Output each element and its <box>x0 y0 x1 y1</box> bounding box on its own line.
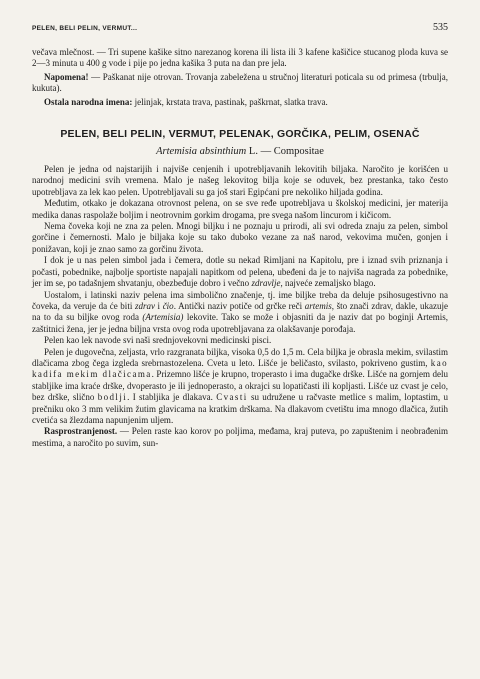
intro-paragraph: večava mlečnost. — Tri supene kašike sitno narezanog korena ili lista ili 3 kafene kašičice stucanog ploda kuva se 2—3 minuta u 400 g vode i pije po jedna kašika 3 puta na dan pre jela. <box>32 47 448 69</box>
p5-text-d: lekovite. Tako se može i objasniti da je naziv dat po boginji Artemis, zaštitnici žena, jer je jedna biljna vrsta ovog roda upotrebljavana za olakšavanje porođaja. <box>32 312 448 334</box>
latin-name-line <box>32 146 448 157</box>
article-paragraph-3: Nema čoveka koji ne zna za pelen. Mnogi biljku i ne poznaju u prirodi, ali svi odreda znaju za pelen, simbol gorčine i čemernosti. Malo je biljaka koje su tako duboko vezane za naš narod, vekovima mučen, gonjen i ponižavan, koji je znao samo za gorčinu života. <box>32 221 448 254</box>
latin-family: L. — Compositae <box>246 146 324 158</box>
article-paragraph-5 <box>32 290 448 336</box>
other-names-text: jelinjak, krstata trava, pastinak, paškrnat, slatka trava. <box>132 96 328 107</box>
p7-spaced-3: Cvasti <box>216 392 248 403</box>
p5-italic-3: artemis <box>304 300 332 311</box>
napomena-paragraph <box>32 72 448 95</box>
p4-text-b: , najveće zemaljsko blago. <box>280 278 376 289</box>
running-header <box>32 22 448 33</box>
p4-italic: zdravlje <box>251 278 281 289</box>
other-names-paragraph <box>32 97 448 108</box>
article-paragraph-4 <box>32 255 448 289</box>
distribution-label: Rasprostranjenost. <box>44 426 118 437</box>
p5-text-c: , što znači zdrav, dakle, ukazuje na to da su biljke ovog roda <box>32 300 448 323</box>
distribution-text: — Pelen raste kao korov po poljima, međama, kraj puteva, po zapuštenim i neobrađenim mestima, a naročito po suvim, sun- <box>32 426 448 448</box>
latin-name: Artemisia absinthium <box>156 146 247 158</box>
running-title: PELEN, BELI PELIN, VERMUT... <box>32 25 138 32</box>
p7-text-a: Pelen je dugovečna, zeljasta, vrlo razgranata biljka, visoka 0,5 do 1,5 m. Cela biljka je obrasla mekim, svilastim dlačicama zbog čega izgleda srebrnastozelena. Cveta u leto. Lišće je beličasto, svilasto, pokriveno gustim, <box>32 346 448 368</box>
p7-spaced-1: kao kadifa mekim dlačicama <box>32 357 448 380</box>
p5-italic-1: zdrav <box>134 300 155 311</box>
other-names-label: Ostala narodna imena: <box>44 96 133 107</box>
p5-text-mid: i <box>154 300 163 311</box>
article-title: PELEN, BELI PELIN, VERMUT, PELENAK, GORČIKA, PELIM, OSENAČ <box>60 128 420 141</box>
p4-text-a: I dok je u nas pelen simbol jada i čemera, dotle su nekad Rimljani na Kapitolu, pre i iznad svih priznanja i počasti, pobednike, najbolje sportiste napajali napitkom od pelena, ubeđeni da je to najviša nagrada za pobednike, jer im se, po tadašnjem shvatanju, obezbeđuje dobro i večno <box>32 255 448 289</box>
article-paragraph-6: Pelen kao lek navode svi naši srednjovekovni medicinski pisci. <box>44 335 272 346</box>
p5-text-b: . Antički naziv potiče od grčke reči <box>173 300 305 311</box>
p7-spaced-2: bodlji <box>97 392 128 403</box>
p7-text-c: . I stabljika je dlakava. <box>127 392 217 403</box>
page-number: 535 <box>433 22 448 33</box>
napomena-text: — Paškanat nije otrovan. Trovanja zabeležena u stručnoj literaturi poticala su od primesa (trbulja, kukuta). <box>32 71 448 94</box>
p7-text-d: su udružene u račvaste metlice s malim, loptastim, u prečniku oko 3 mm velikim žutim glavicama na kratkim drškama. Na dlakavom cvetištu ima mnogo dlačica, žutih cvetića sa žlezdama napunjenim uljem. <box>32 392 448 425</box>
distribution-paragraph <box>32 426 448 449</box>
p5-text-a: Uostalom, i latinski naziv pelena ima simbolično značenje, tj. ime biljke treba da deluje psihosugestivno na čoveka, da veruje da će biti <box>32 289 448 311</box>
p5-italic-4: (Artemisia) <box>142 312 184 323</box>
napomena-label: Napomena! <box>44 71 89 82</box>
p7-text-b: . Prizemno lišće je krupno, troperasto i ima dugačke drške. Lišće na gornjem delu stabljike ima kraće drške, dvoperasto je ili jednoperasto, a okrajci su lopatičasti ili kopljasti. Lišće uz cvast je celo, bez drške, slično <box>32 369 448 403</box>
article-paragraph-2: Međutim, otkako je dokazana otrovnost pelena, on se sve ređe upotrebljava u školskoj medicini, jer materija medika danas raspolaže boljim i neotrovnim gorkim drogama, pre svega našom lincurom i kičicom. <box>32 198 448 220</box>
article-paragraph-1: Pelen je jedna od najstarijih i najviše cenjenih i upotrebljavanih lekovitih biljaka. Naročito je korišćen u narodnoj medicini svih vremena. Malo je našeg lekovitog bilja koje se oduvek, bez prestanka, tako često upotrebljava za lek kao pelen. Upotrebljavali su ga još stari Egipćani pre nekoliko hiljada godina. <box>32 164 448 197</box>
article-paragraph-7 <box>32 347 448 427</box>
p5-italic-2: čio <box>162 300 174 311</box>
